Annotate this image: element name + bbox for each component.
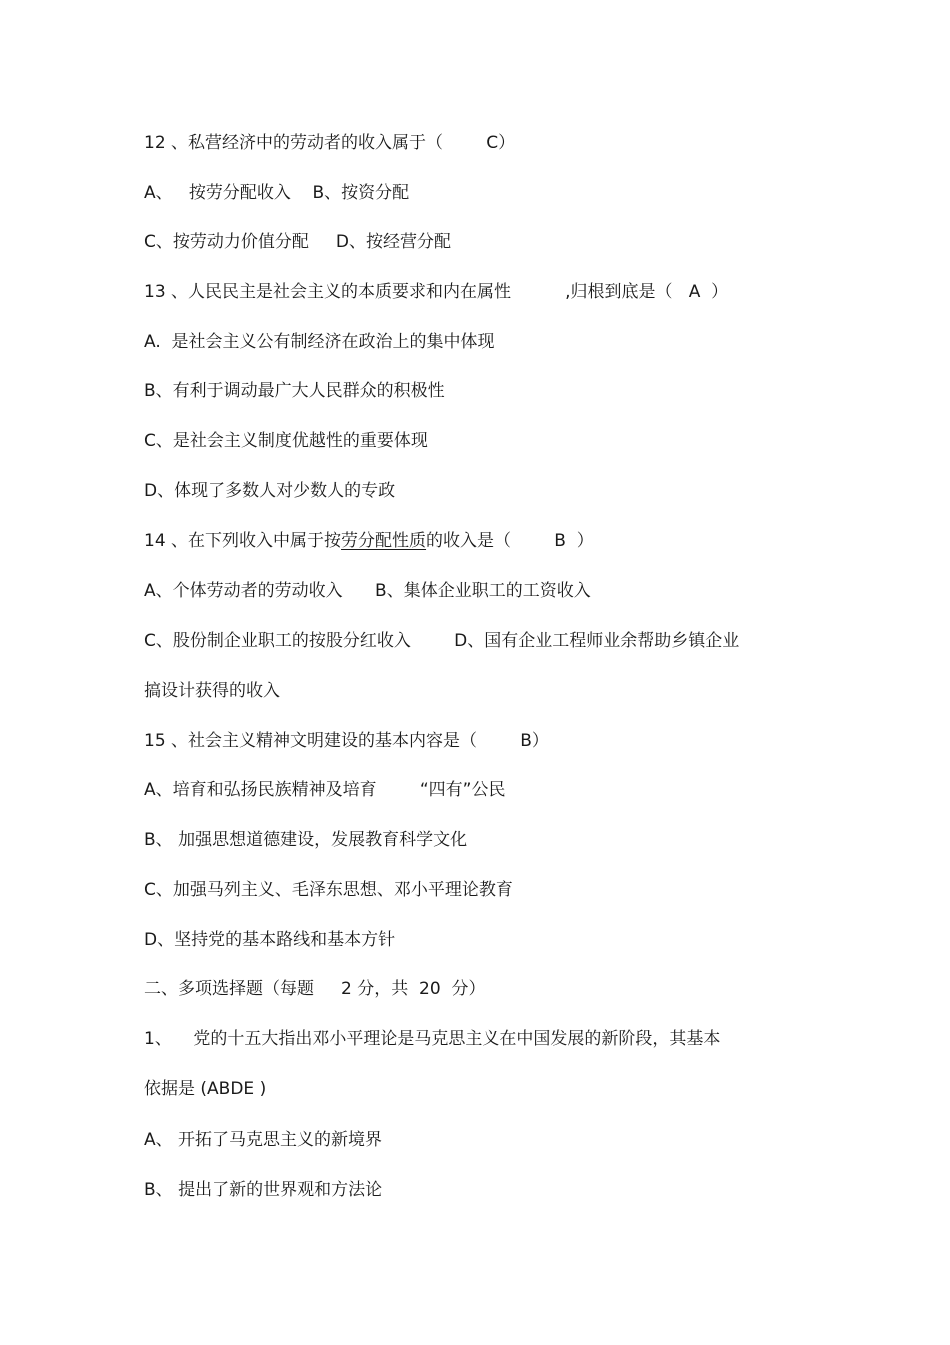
q15-option-b: B、 加强思想道德建设，发展教育科学文化	[144, 830, 468, 850]
q14-underlined-text: 劳分配性质	[341, 531, 427, 551]
mc-question-1: 1、 党的十五大指出邓小平理论是马克思主义在中国发展的新阶段，其基本	[144, 1029, 721, 1049]
mc-question-1-continued: 依据是 (ABDE )	[144, 1079, 267, 1099]
q15-option-a: A、培育和弘扬民族精神及培育 “四有”公民	[144, 780, 506, 800]
question-12: 12 、私营经济中的劳动者的收入属于（ C）	[144, 133, 516, 153]
q14-option-d-continued: 搞设计获得的收入	[144, 681, 280, 701]
q13-option-b: B、有利于调动最广大人民群众的积极性	[144, 381, 445, 401]
mc1-option-b: B、 提出了新的世界观和方法论	[144, 1180, 383, 1200]
q15-option-d: D、坚持党的基本路线和基本方针	[144, 930, 396, 950]
mc1-option-a: A、 开拓了马克思主义的新境界	[144, 1130, 383, 1150]
q14-options-ab: A、个体劳动者的劳动收入 B、集体企业职工的工资收入	[144, 581, 591, 601]
q13-option-c: C、是社会主义制度优越性的重要体现	[144, 431, 428, 451]
question-13: 13 、人民民主是社会主义的本质要求和内在属性 ,归根到底是（ A ）	[144, 282, 729, 302]
q14-options-cd: C、股份制企业职工的按股分红收入 D、国有企业工程师业余帮助乡镇企业	[144, 631, 740, 651]
q14-suffix: 的收入是（ B ）	[426, 531, 594, 551]
q14-prefix: 14 、在下列收入中属于按	[144, 531, 342, 551]
question-15: 15 、社会主义精神文明建设的基本内容是（ B）	[144, 731, 549, 751]
q12-options-cd: C、按劳动力价值分配 D、按经营分配	[144, 232, 451, 252]
question-14	[144, 530, 594, 552]
q15-option-c: C、加强马列主义、毛泽东思想、邓小平理论教育	[144, 880, 513, 900]
q12-options-ab: A、 按劳分配收入 B、按资分配	[144, 183, 410, 203]
q13-option-d: D、体现了多数人对少数人的专政	[144, 481, 396, 501]
section-heading-multiple-choice: 二、多项选择题（每题 2 分，共 20 分）	[144, 979, 486, 999]
q13-option-a: A. 是社会主义公有制经济在政治上的集中体现	[144, 332, 495, 352]
